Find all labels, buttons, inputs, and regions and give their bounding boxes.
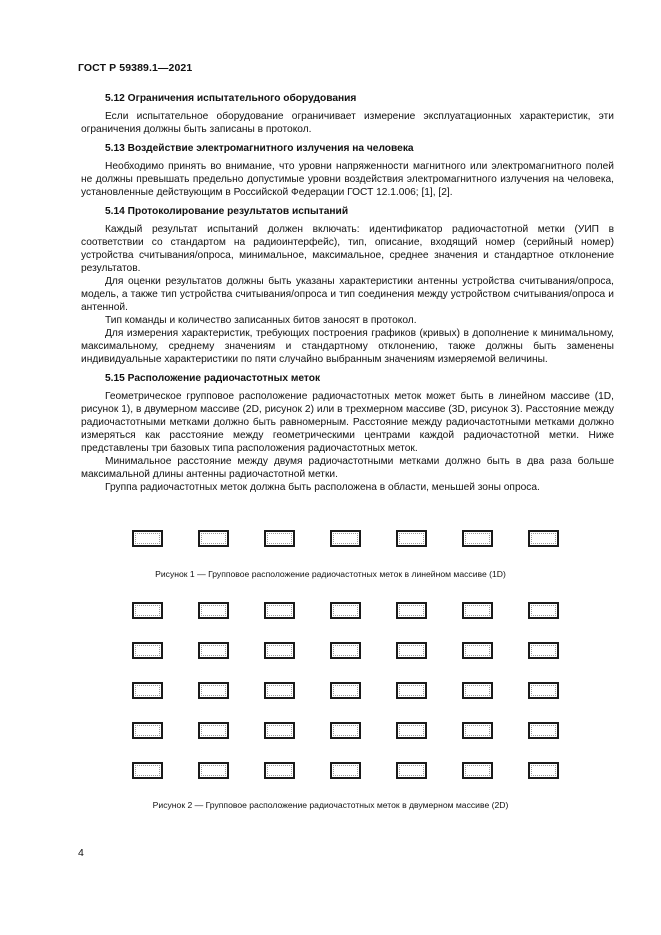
rfid-tag [132,722,163,739]
page-number: 4 [78,847,84,859]
rfid-tag [396,682,427,699]
rfid-tag [330,602,361,619]
paragraph: Если испытательное оборудование ограничивает измерение эксплуатационных характеристик, эти ограничения должны быть записаны в протокол. [81,111,614,135]
rfid-tag [132,762,163,779]
rfid-tag [528,602,559,619]
paragraph: Необходимо принять во внимание, что уровни напряженности магнитного или электромагнитного полей не должны превышать предельно допустимые уровни воздействия электромагнитного излучения на человека, установленные действующим в Российской Федерации ГОСТ 12.1.006; [1], [2]. [81,161,614,198]
rfid-tag [264,722,295,739]
rfid-tag [462,682,493,699]
figure-2-caption: Рисунок 2 — Групповое расположение радиочастотных меток в двумерном массиве (2D) [152,800,509,810]
rfid-tag [264,530,295,547]
paragraph: Каждый результат испытаний должен включать: идентификатор радиочастотной метки (УИП в соответствии со стандартом на радиоинтерфейс), тип, описание, входящий номер (серийный номер) устройства считывания/опроса, минимальное, максимальное, среднее значения и стандартное отклонение результатов. [81,224,614,274]
paragraph: Для измерения характеристик, требующих построения графиков (кривых) в дополнение к минимальному, максимальному, среднему значениям и стандартному отклонению, также должны быть заменены индивидуальные характеристики по пяти случайно выбранным значениям измеряемой величины. [81,328,614,365]
section-5-13 [81,142,614,199]
rfid-tag [330,722,361,739]
rfid-tag [264,762,295,779]
figure-1-linear-array [0,530,661,552]
rfid-tag [330,642,361,659]
rfid-tag [132,642,163,659]
section-5-15 [81,372,614,494]
rfid-tag [264,602,295,619]
rfid-tag [264,642,295,659]
rfid-tag [198,682,229,699]
rfid-tag [396,602,427,619]
rfid-tag [462,762,493,779]
paragraph: Для оценки результатов должны быть указаны характеристики антенны устройства считывания/опроса, модель, а также тип устройства считывания/опроса и тип соединения между устройством считывания/опроса и антенной. [81,276,614,313]
section-5-14 [81,205,614,366]
paragraph: Минимальное расстояние между двумя радиочастотными метками должно быть в два раза больше максимальной длины антенны радиочастотной метки. [81,456,614,480]
section-5-12 [81,92,614,136]
section-heading: 5.13 Воздействие электромагнитного излучения на человека [105,143,414,154]
rfid-tag [198,722,229,739]
rfid-tag [396,642,427,659]
rfid-tag [330,762,361,779]
rfid-tag [462,530,493,547]
rfid-tag [264,682,295,699]
section-heading: 5.14 Протоколирование результатов испытаний [105,206,349,217]
rfid-tag [132,602,163,619]
rfid-tag [330,530,361,547]
figure-2-2d-array [0,602,661,792]
paragraph: Геометрическое групповое расположение радиочастотных меток может быть в линейном массиве (1D, рисунок 1), в двумерном массиве (2D, рисунок 2) или в трехмерном массиве (3D, рисунок 3). Расстояние между радиочастотными метками должно быть равномерным. Расстояние между радиочастотными метками должно измеряться как расстояние между геометрическими центрами каждой радиочастотной метки. Ниже представлены три базовых типа расположения радиочастотных меток. [81,391,614,454]
rfid-tag [528,682,559,699]
document-header: ГОСТ Р 59389.1—2021 [78,62,193,74]
rfid-tag [132,682,163,699]
rfid-tag [396,762,427,779]
section-heading: 5.15 Расположение радиочастотных меток [105,373,321,384]
rfid-tag [198,762,229,779]
rfid-tag [132,530,163,547]
rfid-tag [396,530,427,547]
section-heading: 5.12 Ограничения испытательного оборудования [105,93,357,104]
rfid-tag [396,722,427,739]
rfid-tag [330,682,361,699]
rfid-tag [528,530,559,547]
rfid-tag [198,602,229,619]
document-body [81,92,614,500]
paragraph: Группа радиочастотных меток должна быть расположена в области, меньшей зоны опроса. [105,482,540,493]
rfid-tag [198,530,229,547]
rfid-tag [462,602,493,619]
rfid-tag [528,722,559,739]
rfid-tag [462,722,493,739]
rfid-tag [528,642,559,659]
paragraph: Тип команды и количество записанных битов заносят в протокол. [105,315,417,326]
rfid-tag [462,642,493,659]
rfid-tag [198,642,229,659]
figure-1-caption: Рисунок 1 — Групповое расположение радиочастотных меток в линейном массиве (1D) [155,569,506,579]
rfid-tag [528,762,559,779]
